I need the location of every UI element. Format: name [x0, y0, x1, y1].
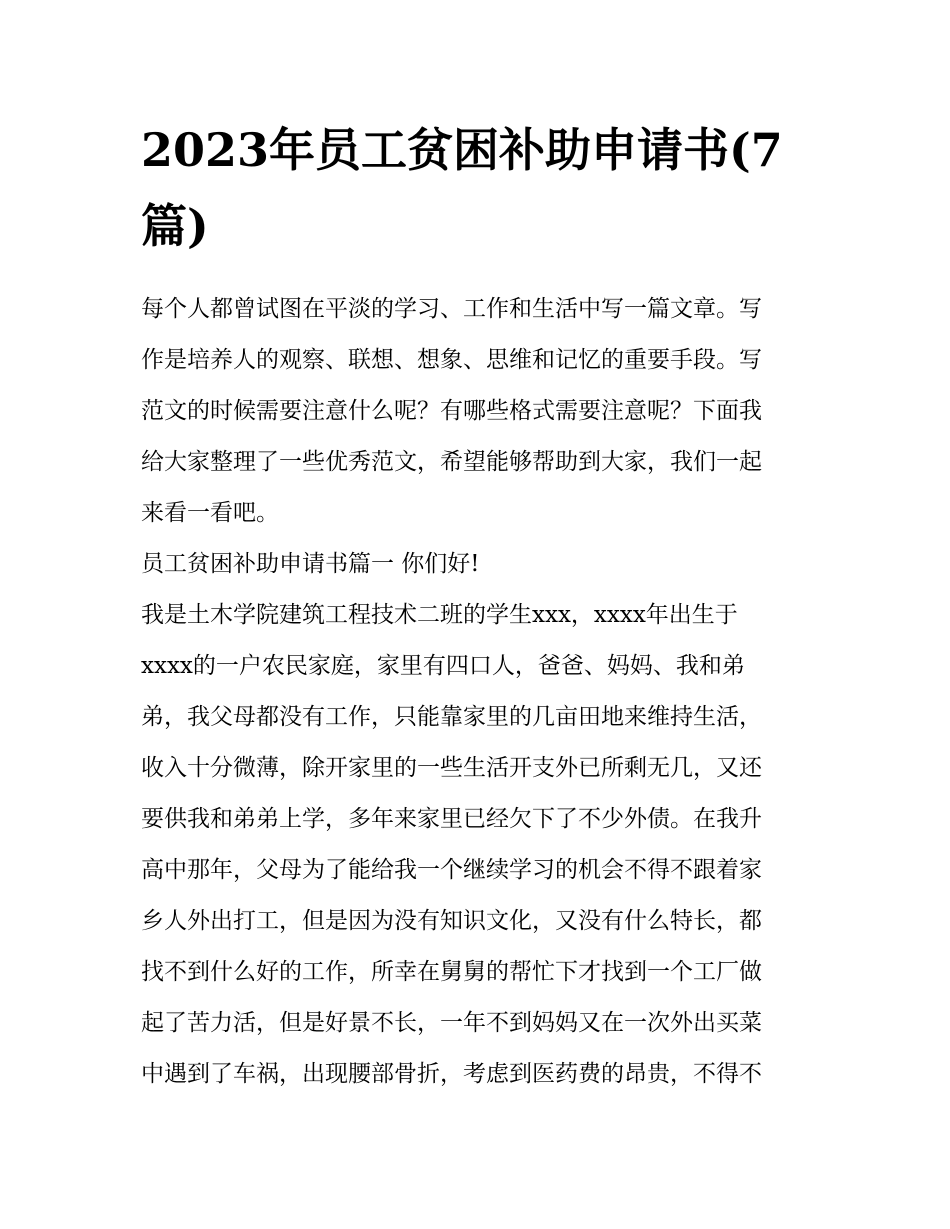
body-line: 起了苦力活，但是好景不长，一年不到妈妈又在一次外出买菜	[141, 1010, 762, 1036]
body-line: 中遇到了车祸，出现腰部骨折，考虑到医药费的昂贵，不得不	[141, 1061, 762, 1087]
body-line: 弟，我父母都没有工作，只能靠家里的几亩田地来维持生活，	[141, 704, 762, 730]
body-line: 找不到什么好的工作，所幸在舅舅的帮忙下才找到一个工厂做	[141, 959, 762, 985]
intro-line: 每个人都曾试图在平淡的学习、工作和生活中写一篇文章。写	[141, 296, 762, 322]
document-page	[141, 112, 813, 1100]
body-line: 要供我和弟弟上学，多年来家里已经欠下了不少外债。在我升	[141, 806, 762, 832]
title-line-1: 2023年员工贫困补助申请书(7	[141, 123, 783, 177]
body-line: 高中那年，父母为了能给我一个继续学习的机会不得不跟着家	[141, 857, 762, 883]
intro-line: 作是培养人的观察、联想、想象、思维和记忆的重要手段。写	[141, 347, 762, 373]
intro-line: 给大家整理了一些优秀范文，希望能够帮助到大家，我们一起	[141, 449, 762, 475]
body-line: 我是土木学院建筑工程技术二班的学生xxx，xxxx年出生于	[141, 602, 738, 628]
document-title	[141, 112, 813, 264]
intro-line: 来看一看吧。	[141, 500, 279, 526]
body-line: xxxx的一户农民家庭，家里有四口人，爸爸、妈妈、我和弟	[141, 653, 745, 679]
body-line: 乡人外出打工，但是因为没有知识文化，又没有什么特长，都	[141, 908, 762, 934]
intro-line: 范文的时候需要注意什么呢？有哪些格式需要注意呢？下面我	[141, 398, 762, 424]
title-line-2: 篇)	[141, 199, 209, 253]
document-body	[141, 284, 813, 1100]
body-line: 收入十分微薄，除开家里的一些生活开支外已所剩无几，又还	[141, 755, 762, 781]
section-heading: 员工贫困补助申请书篇一 你们好!	[141, 551, 480, 577]
